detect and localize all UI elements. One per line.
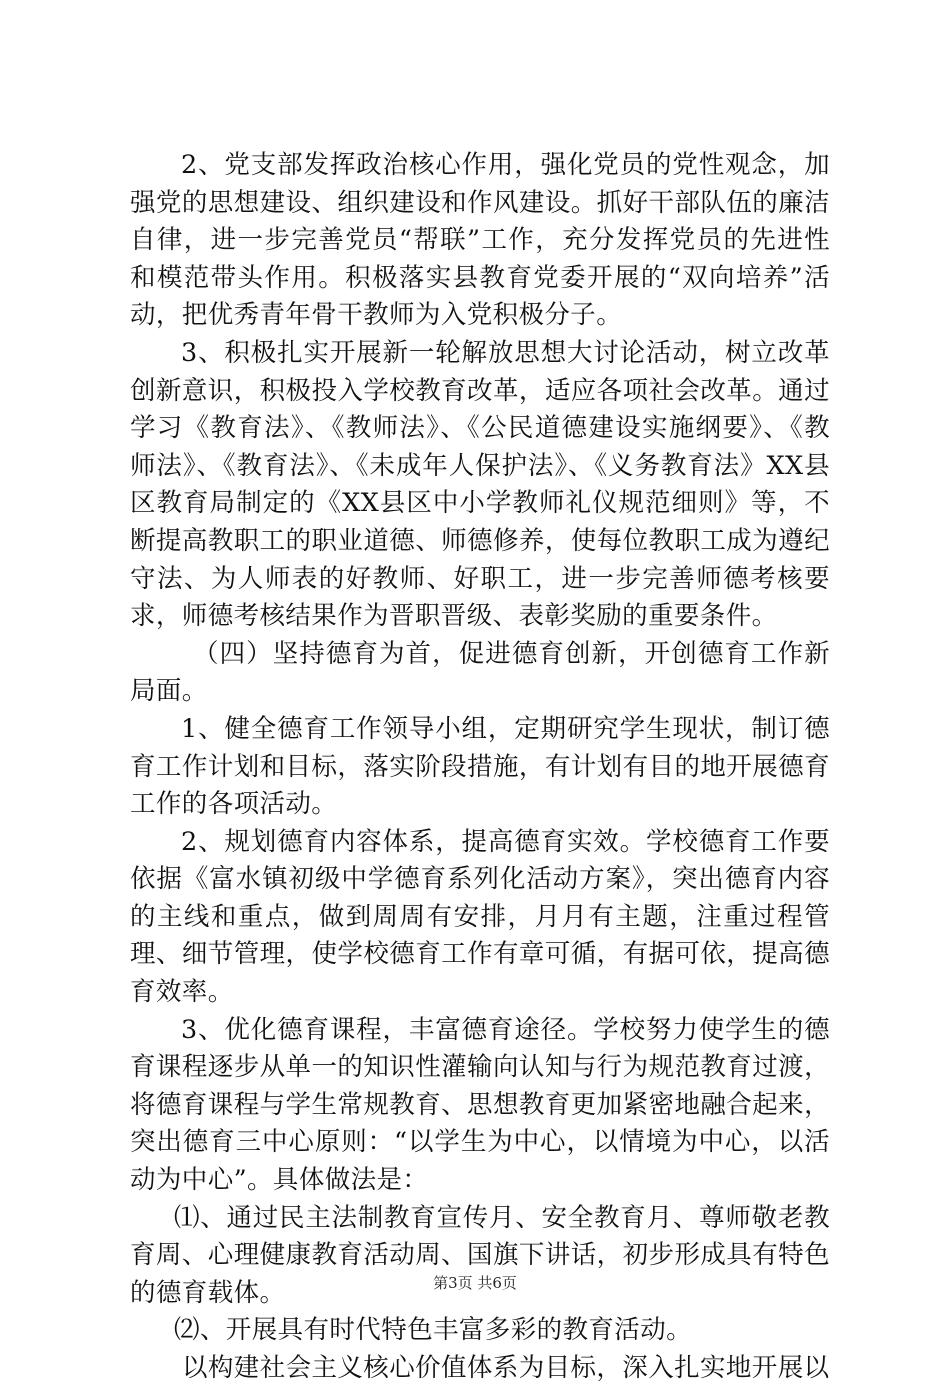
document-body (130, 147, 830, 1388)
paragraph-item-2: ⑵、开展具有时代特色丰富多彩的教育活动。 (174, 1315, 693, 1346)
paragraph-core-values: 以构建社会主义核心价值体系为目标，深入扎实地开展以 (182, 1353, 830, 1383)
paragraph-party-branch: 2、党支部发挥政治核心作用，强化党员的党性观念，加强党的思想建设、组织建设和作风建设。抓好干部队伍的廉洁自律，进一步完善党员“帮联”工作，充分发挥党员的先进性和模范带头作用。积极落实县教育党委开展的“双向培养”活动，把优秀青年骨干教师为入党积极分子。 (130, 150, 830, 331)
paragraph-curriculum: 3、优化德育课程，丰富德育途径。学校努力使学生的德育课程逐步从单一的知识性灌输向认知与行为规范教育过渡，将德育课程与学生常规教育、思想教育更加紧密地融合起来，突出德育三中心原则：“以学生为中心，以情境为中心，以活动为中心”。具体做法是： (130, 1014, 830, 1196)
paragraph-leadership-group: 1、健全德育工作领导小组，定期研究学生现状，制订德育工作计划和目标，落实阶段措施，有计划有目的地开展德育工作的各项活动。 (130, 713, 830, 820)
page-number: 第3页 共6页 (433, 1274, 517, 1292)
section-heading-moral-education: （四）坚持德育为首，促进德育创新，开创德育工作新局面。 (130, 638, 830, 707)
paragraph-item-1: ⑴、通过民主法制教育宣传月、安全教育月、尊师敬老教育周、心理健康教育活动周、国旗下讲话，初步形成具有特色的德育载体。 (130, 1202, 830, 1308)
paragraph-ideological-discussion: 3、积极扎实开展新一轮解放思想大讨论活动，树立改革创新意识，积极投入学校教育改革，适应各项社会改革。通过学习《教育法》、《教师法》、《公民道德建设实施纲要》、《教师法》、《教育法》、《未成年人保护法》、《义务教育法》XX县区教育局制定的《XX县区中小学教师礼仪规范细则》等，不断提高教职工的职业道德、师德修养，使每位教职工成为遵纪守法、为人师表的好教师、好职工，进一步完善师德考核要求，师德考核结果作为晋职晋级、表彰奖励的重要条件。 (130, 337, 830, 632)
paragraph-content-system: 2、规划德育内容体系，提高德育实效。学校德育工作要依据《富水镇初级中学德育系列化活动方案》，突出德育内容的主线和重点，做到周周有安排，月月有主题，注重过程管理、细节管理，使学校德育工作有章可循，有据可依，提高德育效率。 (130, 826, 830, 1008)
